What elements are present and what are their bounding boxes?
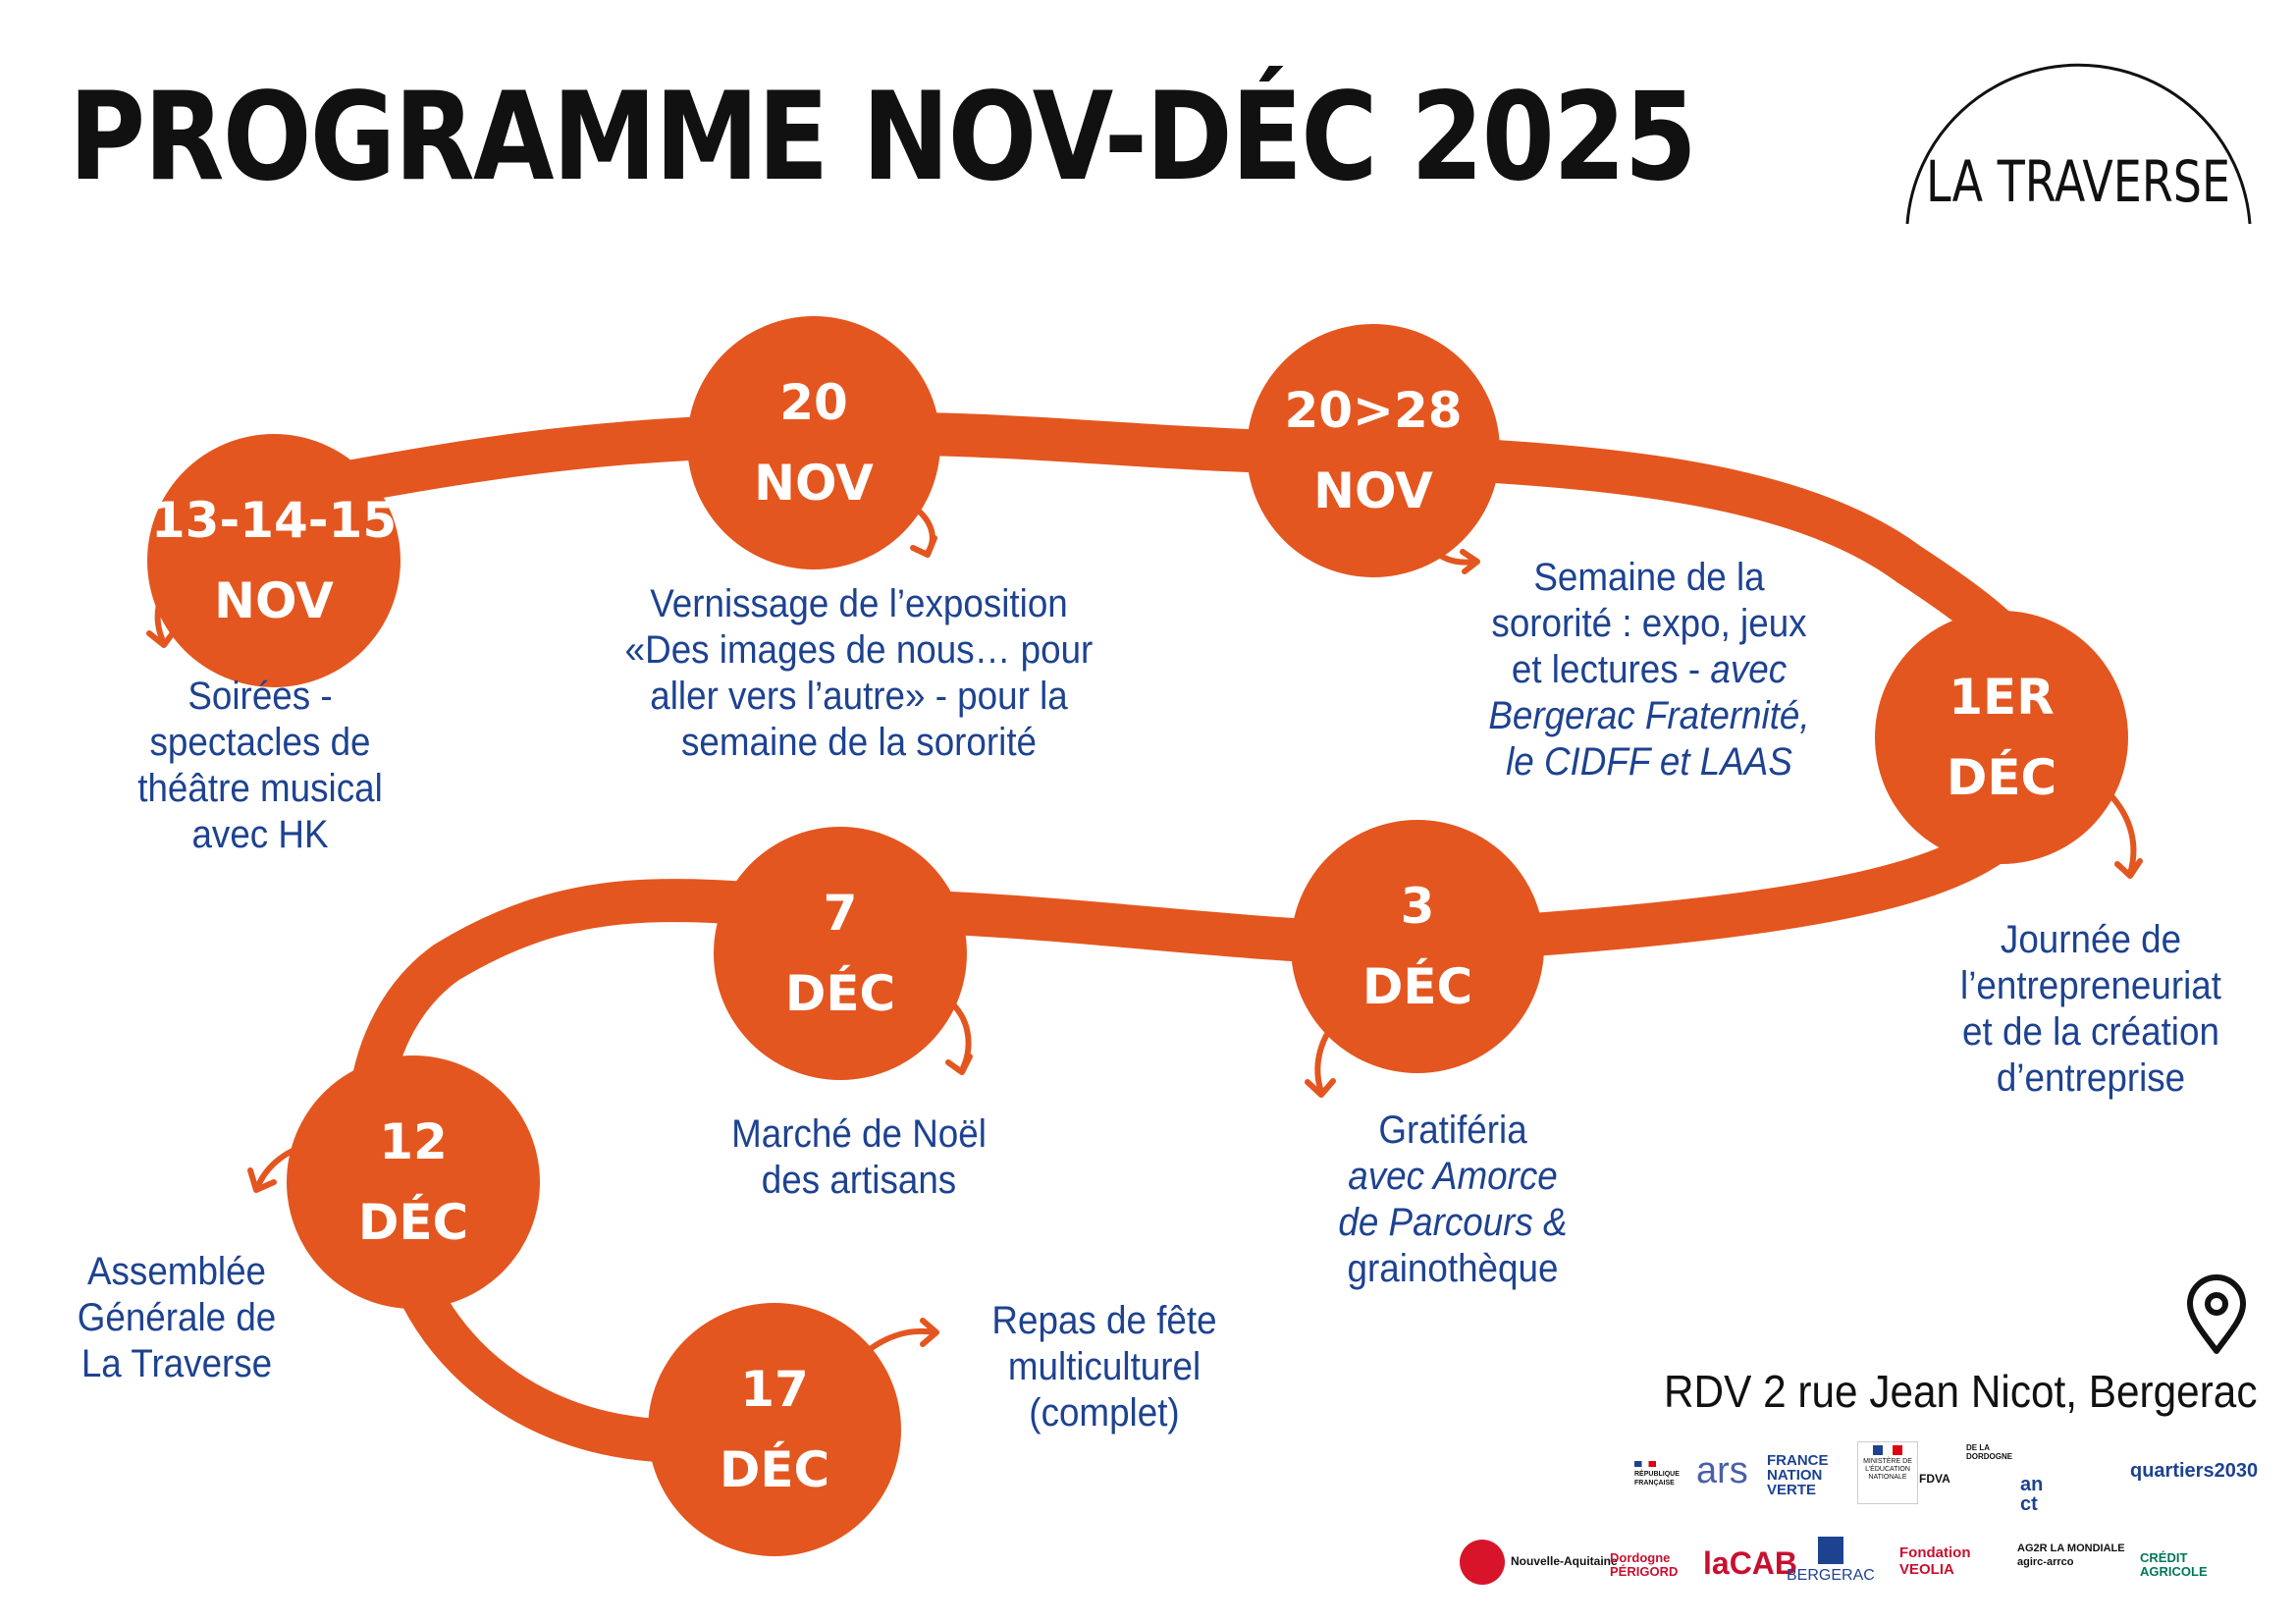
event-node-20-28-nov: 20>28 NOV <box>1247 324 1500 577</box>
map-pin-icon <box>2184 1274 2249 1355</box>
partner-logo-fdva: FDVA <box>1919 1472 1950 1486</box>
event-description-17-dec: Repas de fête multiculturel (complet) <box>991 1299 1217 1435</box>
curved-arrow-icon <box>869 1321 936 1350</box>
event-description-1er-dec: Journée de l’entrepreneuriat et de la création d’entreprise <box>1960 918 2221 1100</box>
curved-arrow-icon <box>2112 797 2140 876</box>
partner-logo-france-nation-verte: FRANCE NATION VERTE <box>1767 1452 1829 1498</box>
partner-logo-nouvelle-aquitaine: Nouvelle-Aquitaine <box>1460 1540 1618 1585</box>
event-node-12-dec: 12 DÉC <box>287 1056 540 1309</box>
logo-text: LA TRAVERSE <box>1926 148 2230 215</box>
event-description-20-nov: Vernissage de l’exposition «Des images de nous… pour aller vers l’autre» - pour la semaine de la sororité <box>624 582 1094 764</box>
partner-logo-anct: an ct <box>2020 1474 2044 1515</box>
address-text: RDV 2 rue Jean Nicot, Bergerac <box>1664 1366 2258 1417</box>
partner-logo-fondation-veolia: Fondation VEOLIA <box>1899 1544 1971 1578</box>
event-node-3-dec: 3 DÉC <box>1291 820 1544 1073</box>
partner-logo-ars: ars <box>1696 1450 1748 1491</box>
event-node-20-nov: 20 NOV <box>687 316 940 569</box>
partner-logo-education-nationale: MINISTÈRE DE L’ÉDUCATION NATIONALE <box>1857 1441 1918 1504</box>
partner-logo-ag2r-agirc-arrco: AG2R LA MONDIALE agirc-arrco <box>2017 1543 2125 1568</box>
partner-logo-prefet-dordogne: DE LA DORDOGNE <box>1966 1443 2013 1461</box>
event-node-17-dec: 17 DÉC <box>648 1303 901 1556</box>
partner-logo-credit-agricole: CRÉDIT AGRICOLE <box>2140 1550 2208 1579</box>
page-title: PROGRAMME NOV-DÉC 2025 <box>69 67 1696 208</box>
event-node-13-15-nov: 13-14-15 NOV <box>147 434 400 687</box>
event-node-1er-dec: 1ER DÉC <box>1875 611 2128 864</box>
event-description-20-28-nov: Semaine de la sororité : expo, jeux et lectures - avec Bergerac Fraternité, le CIDFF et LAAS <box>1488 556 1810 784</box>
event-description-13-15-nov: Soirées - spectacles de théâtre musical avec HK <box>137 675 383 856</box>
partner-logo-quartiers2030: quartiers2030 <box>2130 1460 2259 1482</box>
partner-logo-dordogne-perigord: Dordogne PÉRIGORD <box>1610 1550 1679 1579</box>
partner-logo-la-cab: laCAB <box>1703 1545 1798 1581</box>
event-description-12-dec: Assemblée Générale de La Traverse <box>77 1250 277 1385</box>
event-description-7-dec: Marché de Noël des artisans <box>731 1112 987 1202</box>
partner-logo-republique-francaise: RÉPUBLIQUE FRANÇAISE <box>1634 1461 1693 1488</box>
event-description-3-dec: Gratiféria avec Amorce de Parcours & grainothèque <box>1338 1109 1568 1290</box>
partner-logo-bergerac: BERGERAC <box>1787 1537 1875 1584</box>
event-node-7-dec: 7 DÉC <box>714 827 967 1080</box>
